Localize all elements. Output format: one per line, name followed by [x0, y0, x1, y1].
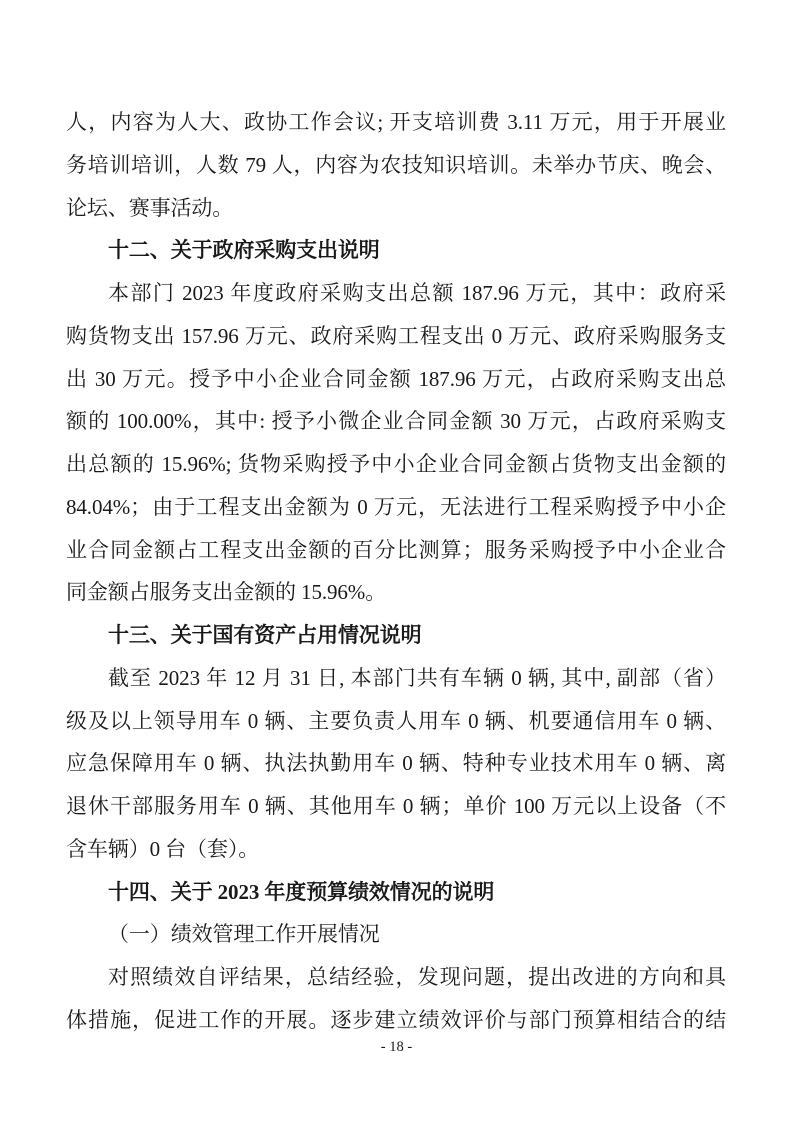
body-line: 出 30 万元。授予中小企业合同金额 187.96 万元，占政府采购支出总: [66, 366, 726, 391]
body-line: 退休干部服务用车 0 辆、其他用车 0 辆；单价 100 万元以上设备（不: [66, 794, 726, 818]
section-heading-14: 十四、关于 2023 年度预算绩效情况的说明: [108, 879, 495, 904]
paragraph-end-line: 含车辆）0 台（套）。: [66, 836, 260, 861]
body-line: 额的 100.00%，其中: 授予小微企业合同金额 30 万元，占政府采购支: [66, 409, 726, 434]
body-line: 业合同金额占工程支出金额的百分比测算；服务采购授予中小企业合: [66, 537, 726, 562]
paragraph-end-line: 论坛、赛事活动。: [66, 195, 234, 220]
section-heading-13: 十三、关于国有资产占用情况说明: [108, 623, 422, 647]
page-number: - 18 -: [380, 1039, 413, 1055]
body-line: 购货物支出 157.96 万元、政府采购工程支出 0 万元、政府采购服务支: [66, 323, 726, 348]
body-line: 级及以上领导用车 0 辆、主要负责人用车 0 辆、机要通信用车 0 辆、: [66, 708, 726, 733]
paragraph-continuation-line: 人，内容为人大、政协工作会议; 开支培训费 3.11 万元，用于开展业: [66, 110, 726, 134]
paragraph-end-line: 同金额占服务支出金额的 15.96%。: [66, 580, 387, 605]
body-line: 务培训培训，人数 79 人，内容为农技知识培训。未举办节庆、晚会、: [66, 152, 726, 177]
body-line: 84.04%；由于工程支出金额为 0 万元，无法进行工程采购授予中小企: [66, 494, 726, 519]
paragraph-start-line: 截至 2023 年 12 月 31 日, 本部门共有车辆 0 辆, 其中, 副部（省）: [108, 665, 726, 690]
subsection-heading: （一）绩效管理工作开展情况: [108, 922, 380, 947]
document-body: [66, 101, 726, 1042]
paragraph-start-line: 对照绩效自评结果，总结经验，发现问题，提出改进的方向和具: [108, 965, 726, 989]
paragraph-continuation-line: 体措施，促进工作的开展。逐步建立绩效评价与部门预算相结合的结: [66, 1007, 726, 1032]
body-line: 应急保障用车 0 辆、执法执勤用车 0 辆、特种专业技术用车 0 辆、离: [66, 751, 726, 776]
body-line: 出总额的 15.96%; 货物采购授予中小企业合同金额占货物支出金额的: [66, 452, 726, 476]
section-heading-12: 十二、关于政府采购支出说明: [108, 238, 380, 263]
paragraph-start-line: 本部门 2023 年度政府采购支出总额 187.96 万元，其中：政府采: [108, 281, 726, 305]
